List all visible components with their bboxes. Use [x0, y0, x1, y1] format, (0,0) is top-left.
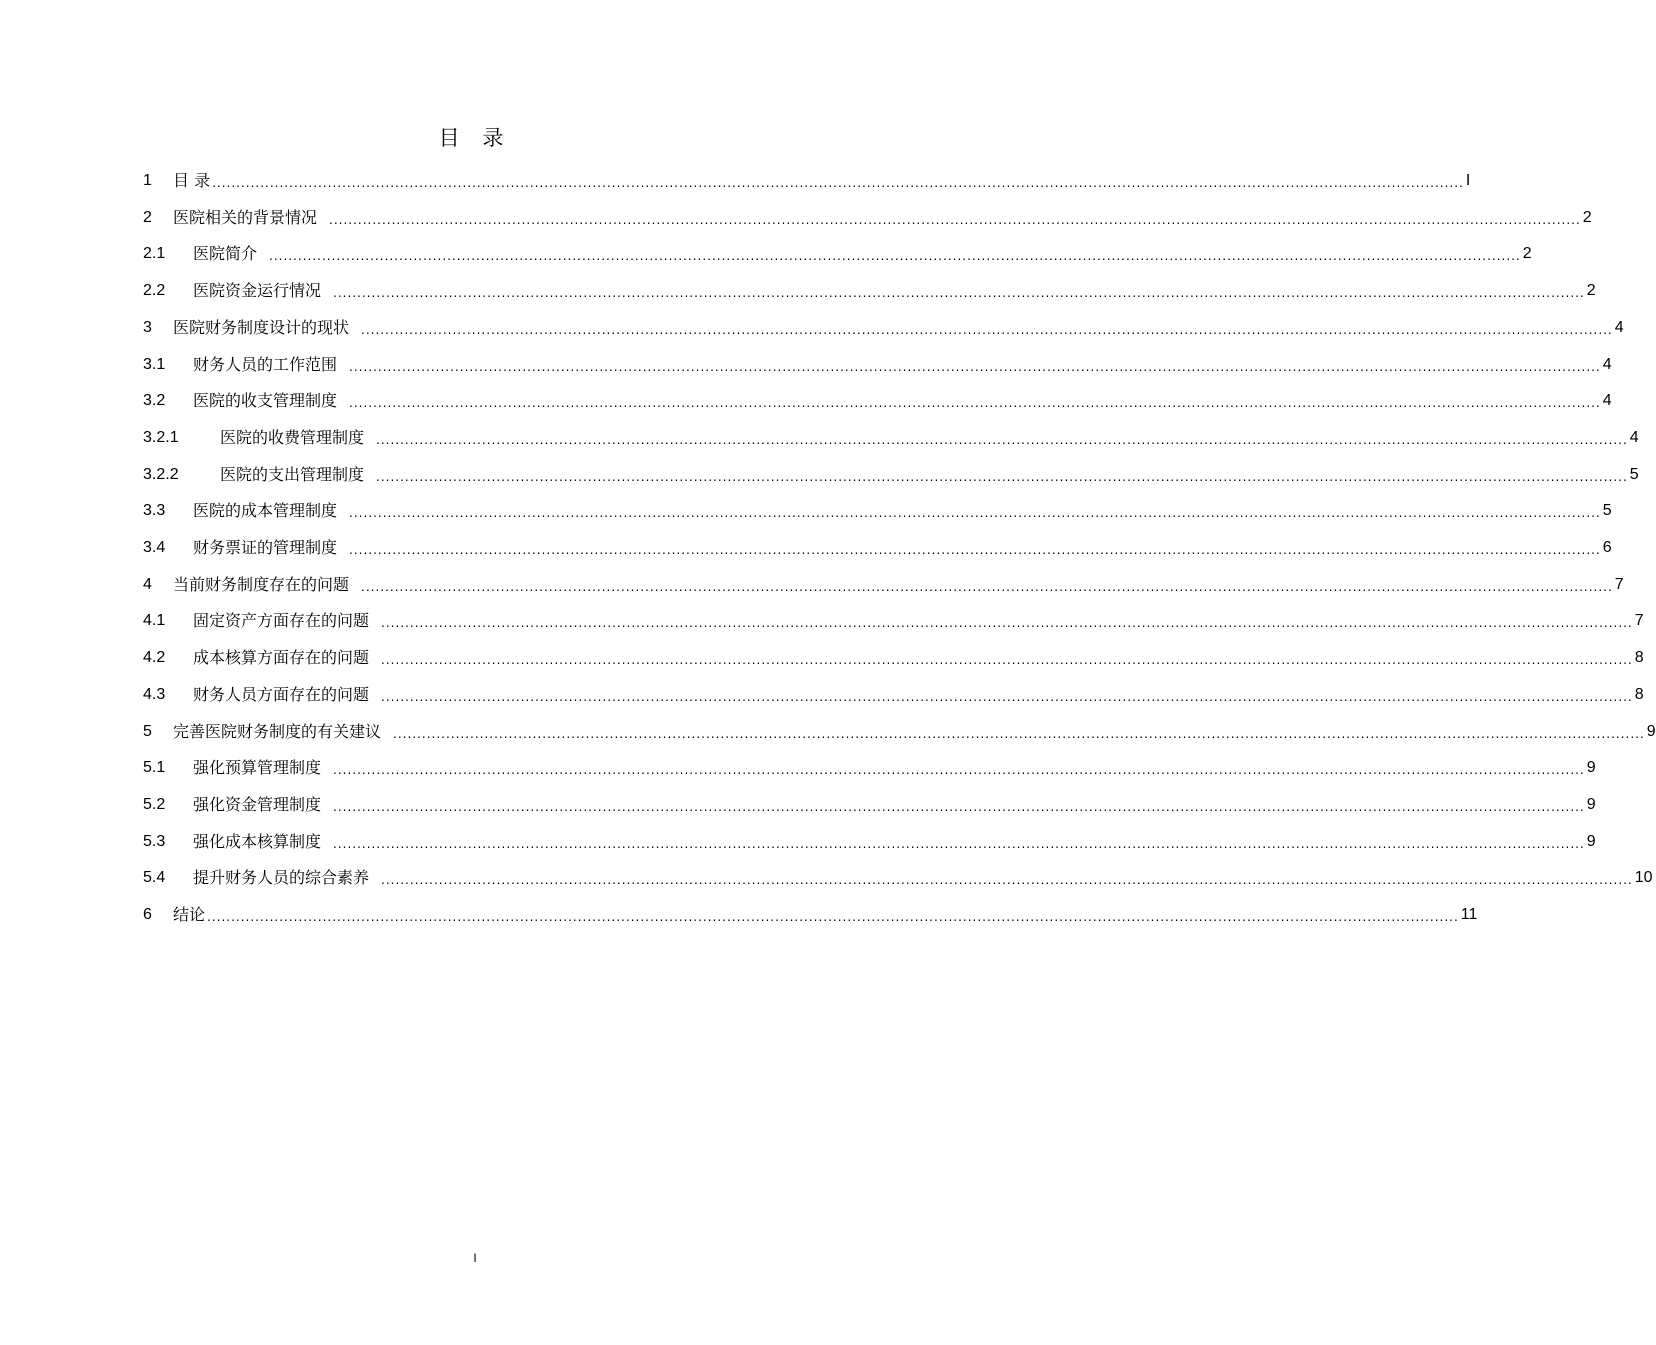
toc-entry-page: 6 [1602, 539, 1612, 556]
toc-entry-number: 5.2 [143, 795, 166, 813]
toc-dot-leader: .................................................................................................................................................................................................................................................................... [376, 432, 1628, 447]
toc-entry[interactable] [143, 310, 1624, 338]
toc-entry-number: 3.2.2 [143, 465, 179, 483]
toc-entry[interactable] [143, 236, 1532, 264]
toc-entry-title: 医院的成本管理制度 [193, 501, 338, 521]
toc-entry[interactable] [143, 347, 1612, 375]
toc-dot-leader: .................................................................................................................................................................................................................................................................... [381, 873, 1633, 888]
toc-dot-leader: .................................................................................................................................................................................................................................................................... [361, 322, 1613, 337]
toc-entry[interactable] [143, 750, 1596, 778]
toc-entry[interactable] [143, 603, 1644, 631]
toc-entry-number: 5 [143, 722, 152, 740]
toc-entry-title: 医院相关的背景情况 [173, 207, 318, 227]
toc-entry-page: 8 [1634, 685, 1644, 703]
toc-entry-page: 4 [1614, 318, 1624, 336]
toc-entry-number: 5.1 [143, 759, 166, 777]
toc-dot-leader: .................................................................................................................................................................................................................................................................... [381, 689, 1633, 704]
page-title: 目 录 [438, 126, 512, 150]
toc-entry[interactable] [143, 163, 1471, 191]
toc-entry-title: 成本核算方面存在的问题 [193, 648, 370, 668]
toc-entry-title: 固定资产方面存在的问题 [193, 611, 370, 631]
toc-entry[interactable] [143, 640, 1644, 668]
toc-dot-leader: .................................................................................................................................................................................................................................................................... [361, 579, 1613, 594]
toc-entry-number: 2.1 [143, 245, 166, 263]
toc-entry-number: 3.2 [143, 392, 166, 410]
toc-entry[interactable] [143, 200, 1592, 228]
toc-entry[interactable] [143, 567, 1624, 595]
toc-entry[interactable] [143, 383, 1612, 411]
toc-entry-number: 2.2 [143, 282, 166, 300]
toc-entry-number: 4.3 [143, 685, 166, 703]
toc-entry-title: 医院的收费管理制度 [220, 427, 365, 447]
toc-entry-number: 3.1 [143, 355, 166, 373]
toc-entry[interactable] [143, 420, 1639, 448]
toc-entry-page: 2 [1522, 245, 1532, 263]
toc-entry-title: 医院资金运行情况 [193, 281, 322, 301]
toc-entry-title: 财务人员方面存在的问题 [193, 684, 370, 704]
toc-dot-leader: .................................................................................................................................................................................................................................................................... [333, 763, 1585, 778]
toc-entry-number: 4.2 [143, 649, 166, 667]
toc-entry-title: 强化预算管理制度 [193, 758, 322, 778]
toc-entry[interactable] [143, 860, 1653, 888]
toc-entry-title: 强化成本核算制度 [193, 831, 322, 851]
toc-dot-leader: .................................................................................................................................................................................................................................................................... [333, 836, 1585, 851]
toc-dot-leader: .................................................................................................................................................................................................................................................................... [349, 359, 1601, 374]
toc-entry-number: 1 [143, 172, 152, 189]
toc-entry-page: 2 [1586, 282, 1596, 300]
toc-entry-title: 医院的收支管理制度 [193, 391, 338, 411]
toc-entry-page: 7 [1614, 575, 1624, 593]
toc-entry-page: 9 [1646, 722, 1656, 740]
toc-entry-number: 3.2.1 [143, 428, 179, 446]
toc-dot-leader: .................................................................................................................................................................................................................................................................... [349, 543, 1601, 557]
toc-entry[interactable] [143, 714, 1656, 742]
toc-entry[interactable] [143, 677, 1644, 705]
toc-entry-page: 5 [1602, 502, 1612, 520]
toc-entry[interactable] [143, 493, 1612, 521]
toc-dot-leader: .................................................................................................................................................................................................................................................................... [329, 212, 1581, 227]
toc-dot-leader: .................................................................................................................................................................................................................................................................... [381, 653, 1633, 668]
toc-entry-title: 目 录 [173, 171, 211, 190]
toc-entry-title: 医院的支出管理制度 [220, 464, 365, 484]
toc-entry-title: 提升财务人员的综合素养 [193, 868, 370, 888]
toc-dot-leader: .................................................................................................................................................................................................................................................................... [376, 469, 1628, 484]
toc-entry-page: 2 [1582, 208, 1592, 226]
toc-entry-title: 财务人员的工作范围 [193, 354, 338, 374]
toc-entry-page: 11 [1460, 906, 1478, 923]
toc-entry-page: 4 [1602, 392, 1612, 410]
toc-entry[interactable] [143, 787, 1596, 815]
toc-entry-number: 5.4 [143, 869, 166, 887]
toc-entry-title: 财务票证的管理制度 [193, 538, 338, 557]
toc-entry-title: 医院财务制度设计的现状 [173, 317, 350, 337]
toc-dot-leader: .................................................................................................................................................................................................................................................................... [333, 799, 1585, 814]
toc-entry-page: 8 [1634, 649, 1644, 667]
toc-entry[interactable] [143, 530, 1612, 558]
toc-entry-page: 9 [1586, 759, 1596, 777]
toc-entry-title: 当前财务制度存在的问题 [173, 574, 350, 594]
toc-entry-page: 9 [1586, 832, 1596, 850]
toc-entry-title: 强化资金管理制度 [193, 794, 322, 814]
toc-entry-number: 2 [143, 208, 152, 226]
toc-dot-leader: .................................................................................................................................................................................................................................................................... [212, 176, 1464, 190]
toc-entry-number: 3.4 [143, 539, 166, 556]
toc-entry[interactable] [143, 824, 1596, 852]
toc-entry-page: 9 [1586, 795, 1596, 813]
toc-entry-page: 4 [1629, 428, 1639, 446]
toc-dot-leader: .................................................................................................................................................................................................................................................................... [349, 506, 1601, 521]
toc-entry[interactable] [143, 457, 1639, 485]
toc-entry-title: 结论 [173, 905, 206, 924]
toc-entry-number: 6 [143, 906, 152, 923]
toc-entry[interactable] [143, 273, 1596, 301]
toc-dot-leader: .................................................................................................................................................................................................................................................................... [269, 249, 1521, 264]
toc-entry-page: 5 [1629, 465, 1639, 483]
toc-entry-page: 7 [1634, 612, 1644, 630]
toc-dot-leader: .................................................................................................................................................................................................................................................................... [381, 616, 1633, 631]
toc-entry-number: 5.3 [143, 832, 166, 850]
toc-entry-page: I [1465, 172, 1471, 189]
toc-entry-number: 4 [143, 575, 152, 593]
toc-dot-leader: .................................................................................................................................................................................................................................................................... [207, 910, 1459, 924]
toc-entry-number: 3 [143, 318, 152, 336]
toc-entry-page: 10 [1634, 869, 1653, 887]
toc-entry-page: 4 [1602, 355, 1612, 373]
toc-entry-title: 完善医院财务制度的有关建议 [173, 721, 382, 741]
toc-dot-leader: .................................................................................................................................................................................................................................................................... [349, 396, 1601, 411]
toc-dot-leader: .................................................................................................................................................................................................................................................................... [393, 726, 1645, 741]
toc-entry-number: 4.1 [143, 612, 166, 630]
toc-entry-number: 3.3 [143, 502, 166, 520]
toc-entry[interactable] [143, 897, 1478, 925]
toc-dot-leader: .................................................................................................................................................................................................................................................................... [333, 286, 1585, 301]
page-number-footer: I [473, 1251, 477, 1265]
toc-entry-title: 医院简介 [193, 244, 258, 264]
